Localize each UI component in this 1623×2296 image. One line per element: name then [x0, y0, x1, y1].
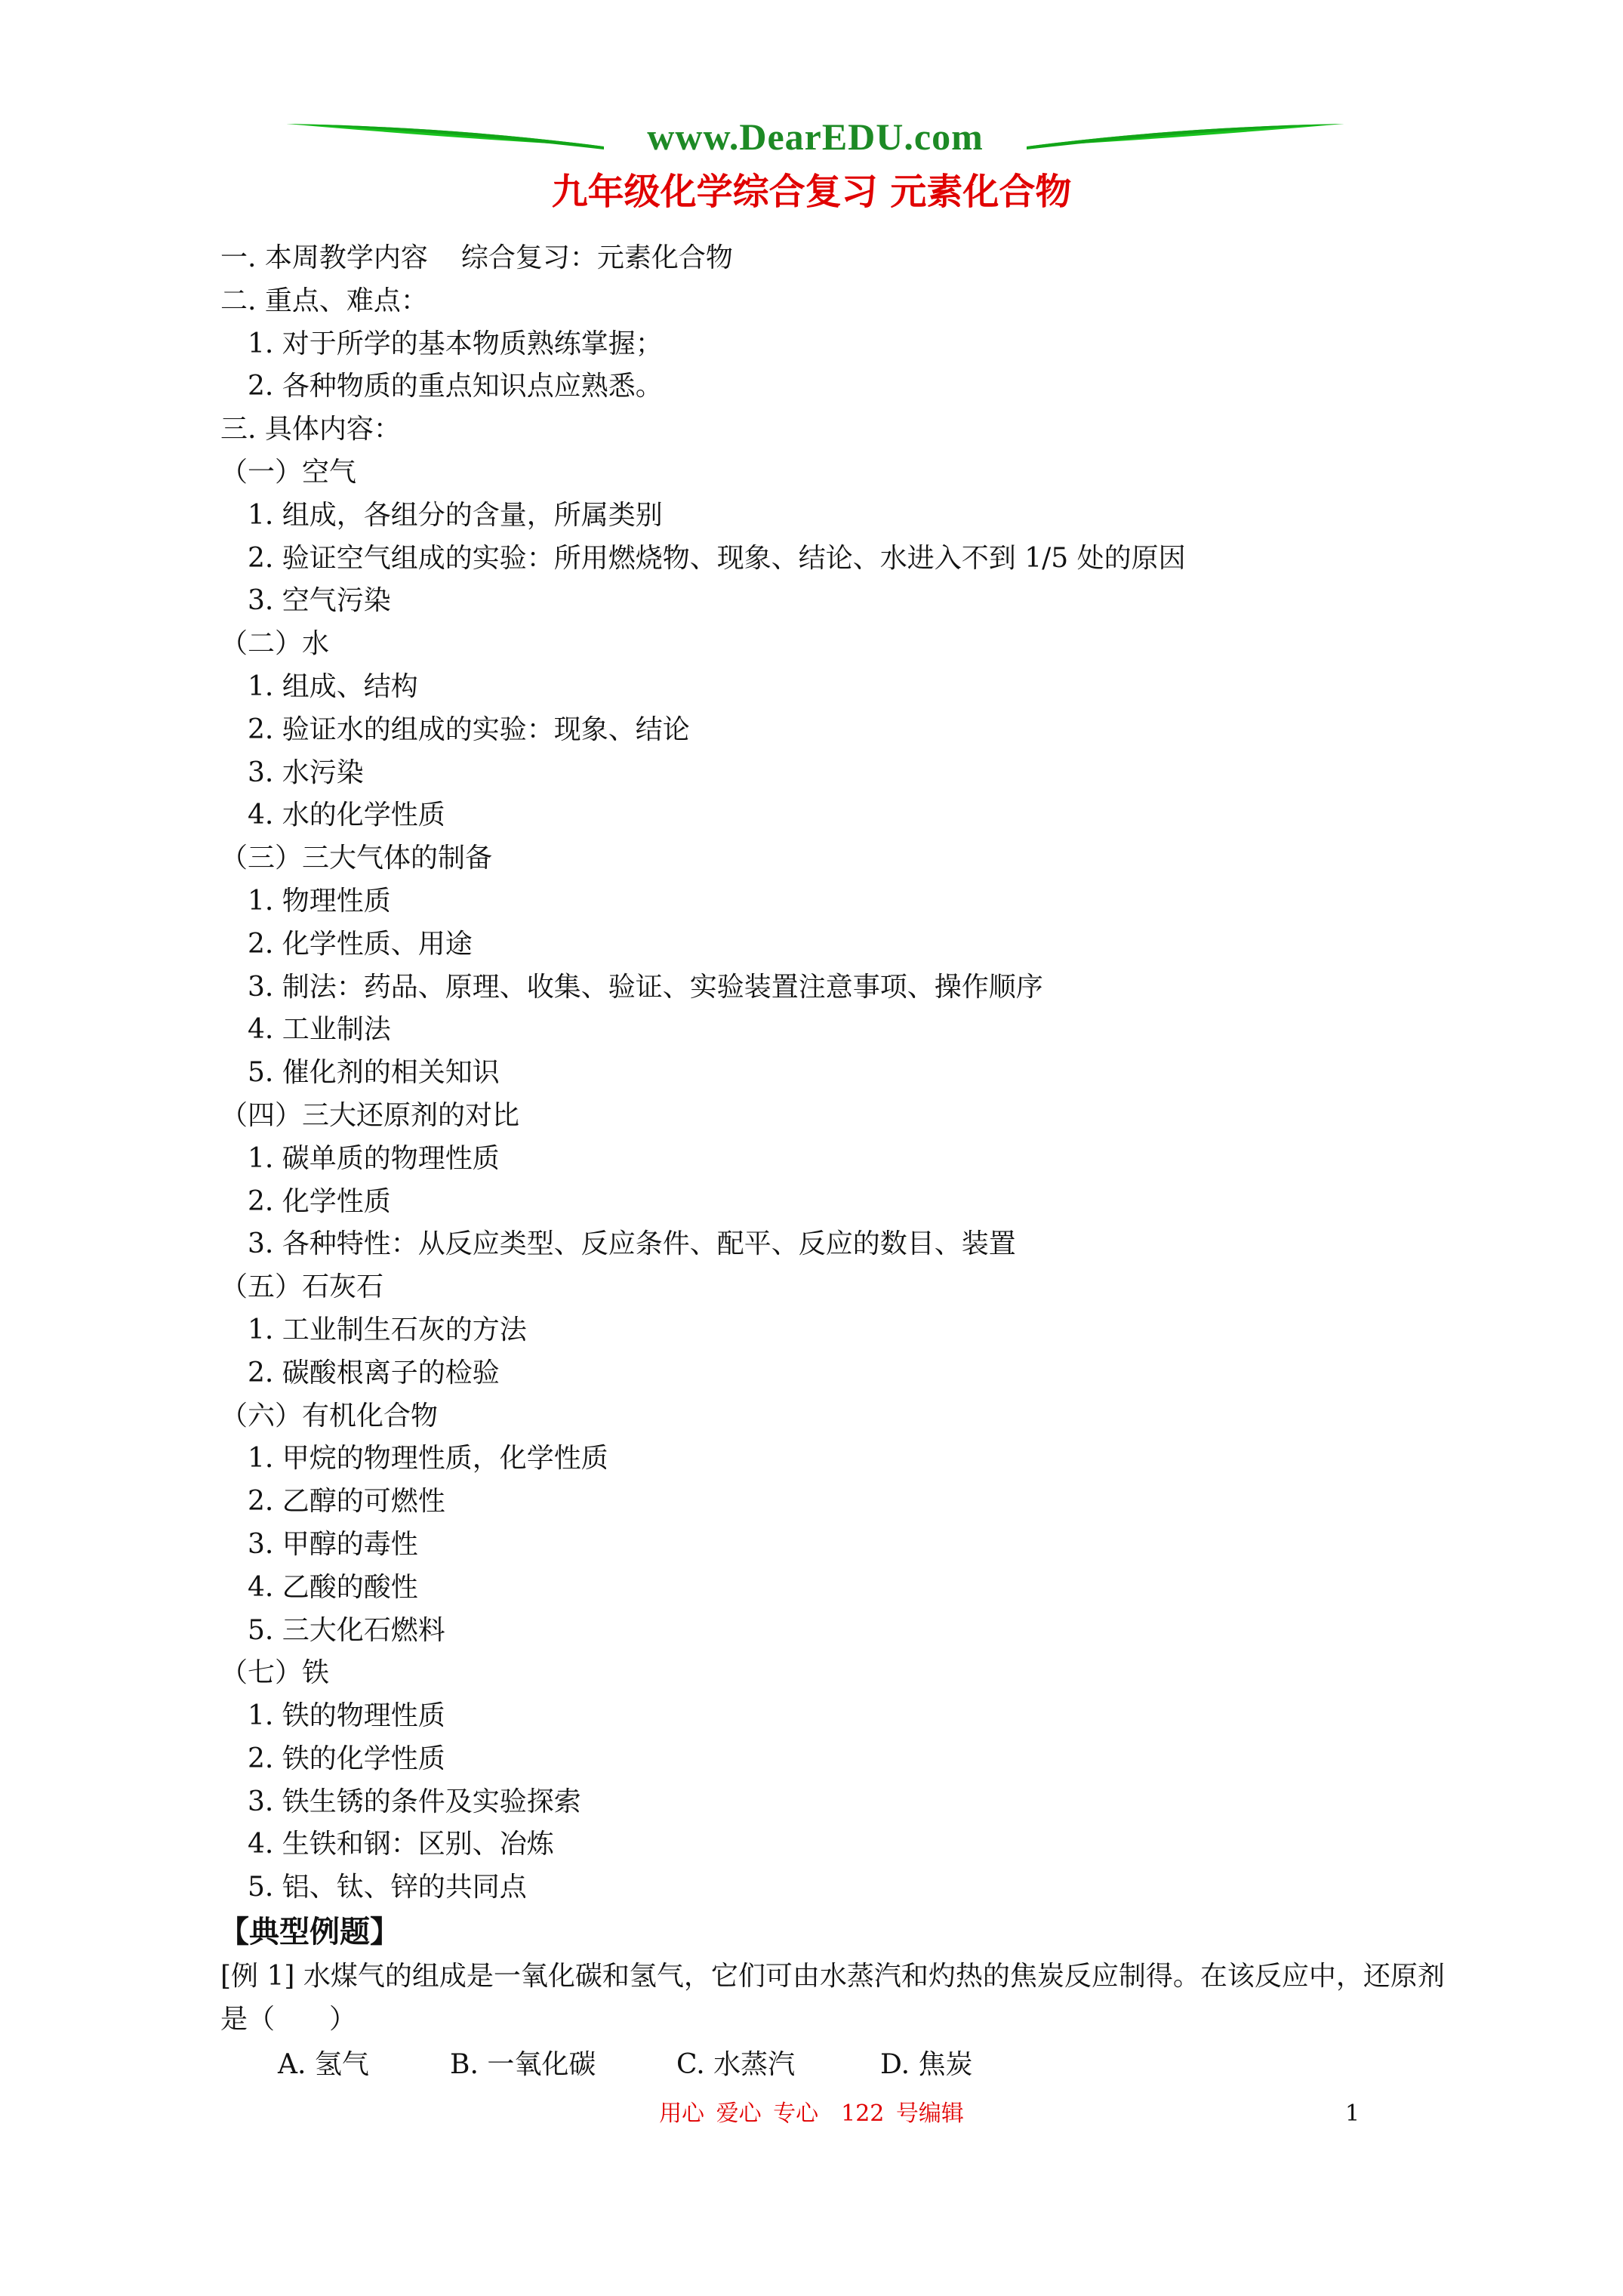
- outline-line: [220, 451, 1458, 495]
- page-title: 九年级化学综合复习 元素化合物: [551, 171, 1072, 213]
- outline-line-text: （五）石灰石: [220, 1271, 384, 1303]
- example-options: [220, 2042, 1458, 2088]
- outline-line: [220, 1524, 1458, 1567]
- outline-line-text: 2. 化学性质、用途: [248, 928, 473, 960]
- outline-line: [220, 495, 1458, 538]
- outline-line-text: 1. 碳单质的物理性质: [248, 1142, 500, 1174]
- outline-line-text: 3. 制法：药品、原理、收集、验证、实验装置注意事项、操作顺序: [248, 971, 1043, 1003]
- option-c: C. 水蒸汽: [676, 2049, 796, 2081]
- outline-line: [220, 880, 1458, 923]
- outline-line-text: 4. 乙酸的酸性: [248, 1571, 418, 1603]
- outline-line-text: 3. 水污染: [248, 757, 364, 788]
- outline-line: [220, 1095, 1458, 1138]
- option-d: D. 焦炭: [880, 2049, 973, 2081]
- outline-line-extra: 综合复习：元素化合物: [460, 242, 733, 273]
- outline-line: [220, 365, 1458, 408]
- outline-line: [220, 923, 1458, 966]
- outline-line: [220, 580, 1458, 623]
- outline-line-text: 1. 工业制生石灰的方法: [248, 1314, 527, 1345]
- outline-line: [220, 1823, 1458, 1866]
- outline-line-text: 4. 生铁和钢：区别、冶炼: [248, 1829, 554, 1860]
- outline-line-text: 二. 重点、难点：: [220, 285, 428, 316]
- outline-line-text: 1. 甲烷的物理性质，化学性质: [248, 1443, 608, 1475]
- outline-line-text: 2. 化学性质: [248, 1185, 391, 1217]
- outline-list: [220, 237, 1458, 1909]
- site-banner: [287, 113, 1344, 160]
- outline-line: [220, 1610, 1458, 1653]
- outline-line: [220, 1181, 1458, 1224]
- outline-line-text: 5. 催化剂的相关知识: [248, 1057, 500, 1089]
- outline-line: [220, 280, 1458, 323]
- page-number: 1: [1345, 2100, 1360, 2127]
- option-b: B. 一氧化碳: [450, 2049, 596, 2081]
- document-body: [220, 237, 1458, 2088]
- footer-credit: 用心 爱心 专心 122 号编辑: [659, 2100, 964, 2127]
- outline-line: [220, 623, 1458, 666]
- site-url: www.DearEDU.com: [647, 116, 984, 158]
- outline-line: [220, 1438, 1458, 1481]
- outline-line: [220, 709, 1458, 752]
- outline-line-text: 3. 各种特性：从反应类型、反应条件、配平、反应的数目、装置: [248, 1228, 1016, 1260]
- outline-line: [220, 966, 1458, 1009]
- example-question: [例 1] 水煤气的组成是一氧化碳和氢气，它们可由水蒸汽和灼热的焦炭反应制得。在该反应中，还原剂是（ ）: [220, 1961, 1445, 2036]
- outline-line-text: 3. 甲醇的毒性: [248, 1528, 418, 1560]
- outline-line: [220, 1009, 1458, 1052]
- outline-line: [220, 1481, 1458, 1524]
- outline-line: [220, 1866, 1458, 1909]
- outline-line: [220, 752, 1458, 795]
- outline-line-text: 2. 铁的化学性质: [248, 1743, 445, 1774]
- outline-line: [220, 538, 1458, 581]
- outline-line-text: 2. 碳酸根离子的检验: [248, 1357, 500, 1388]
- outline-line: [220, 1395, 1458, 1438]
- outline-line-text: 5. 三大化石燃料: [248, 1614, 445, 1646]
- outline-line: [220, 1052, 1458, 1095]
- outline-line: [220, 237, 1458, 280]
- outline-line: [220, 794, 1458, 837]
- outline-line-text: 2. 验证空气组成的实验：所用燃烧物、现象、结论、水进入不到 1/5 处的原因: [248, 542, 1186, 574]
- outline-line: [220, 323, 1458, 366]
- outline-line-text: 1. 铁的物理性质: [248, 1700, 445, 1732]
- outline-line: [220, 1781, 1458, 1824]
- outline-line-text: 一. 本周教学内容: [220, 242, 428, 273]
- outline-line-text: 3. 空气污染: [248, 585, 391, 617]
- outline-line-text: 4. 工业制法: [248, 1014, 391, 1046]
- outline-line-text: 2. 各种物质的重点知识点应熟悉。: [248, 371, 663, 402]
- outline-line: [220, 1309, 1458, 1352]
- outline-line-text: （七）铁: [220, 1657, 330, 1689]
- outline-line-text: 1. 组成，各组分的含量，所属类别: [248, 499, 663, 531]
- outline-line: [220, 837, 1458, 880]
- outline-line: [220, 1223, 1458, 1266]
- outline-line-text: （一）空气: [220, 456, 357, 488]
- outline-line: [220, 666, 1458, 709]
- outline-line-text: （四）三大还原剂的对比: [220, 1099, 520, 1131]
- outline-line: [220, 1352, 1458, 1395]
- outline-line: [220, 1652, 1458, 1695]
- outline-line-text: 3. 铁生锈的条件及实验探索: [248, 1786, 581, 1817]
- outline-line-text: 2. 验证水的组成的实验：现象、结论: [248, 713, 690, 745]
- outline-line-text: 1. 物理性质: [248, 885, 391, 917]
- outline-line: [220, 408, 1458, 451]
- outline-line: [220, 1266, 1458, 1309]
- outline-line-text: 2. 乙醇的可燃性: [248, 1486, 445, 1518]
- outline-line: [220, 1738, 1458, 1781]
- outline-line: [220, 1695, 1458, 1738]
- outline-line-text: 1. 组成、结构: [248, 670, 418, 702]
- outline-line: [220, 1567, 1458, 1610]
- outline-line-text: 三. 具体内容：: [220, 414, 401, 445]
- outline-line-text: （三）三大气体的制备: [220, 843, 493, 874]
- option-a: A. 氢气: [278, 2049, 369, 2081]
- outline-line-text: 1. 对于所学的基本物质熟练掌握；: [248, 328, 663, 359]
- section-heading-examples: 【典型例题】: [219, 1914, 400, 1950]
- outline-line-text: 5. 铝、钛、锌的共同点: [248, 1872, 527, 1903]
- outline-line-text: 4. 水的化学性质: [248, 800, 445, 831]
- outline-line: [220, 1138, 1458, 1181]
- outline-line-text: （二）水: [220, 628, 330, 660]
- outline-line-text: （六）有机化合物: [220, 1400, 439, 1432]
